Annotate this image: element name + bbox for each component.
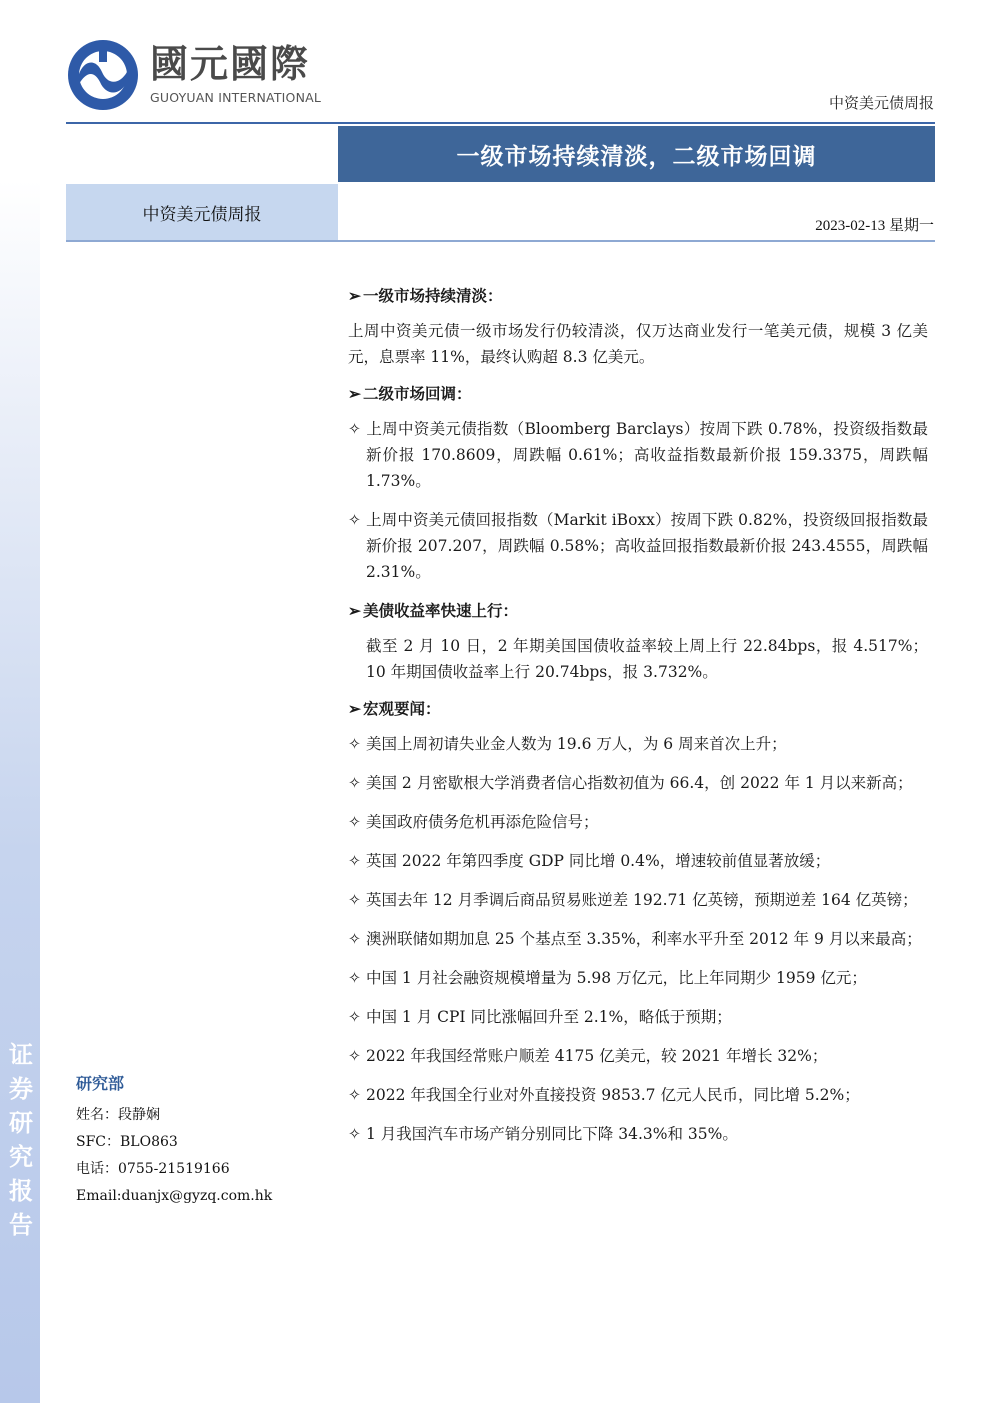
vertical-char: 告 [9,1210,33,1239]
bullet-icon: ✧ [348,1125,361,1143]
analyst-email[interactable]: Email:duanjx@gyzq.com.hk [76,1188,273,1204]
analyst-sfc: SFC：BLO863 [76,1134,178,1150]
section-heading [348,283,928,309]
bullet-icon: ✧ [348,1047,361,1065]
paragraph: 上周中资美元债一级市场发行仍较清淡，仅万达商业发行一笔美元债，规模 3 亿美元，息票率 11%，最终认购超 8.3 亿美元。 [348,322,928,366]
report-title: 一级市场持续清淡，二级市场回调 [456,142,817,170]
list-item [348,1121,928,1147]
vertical-char: 证 [9,1040,33,1069]
bullet-icon: ✧ [348,891,361,909]
logo-english-name: GUOYUAN INTERNATIONAL [150,90,322,105]
bullet-icon: ✧ [348,1086,361,1104]
bullet-icon: ✧ [348,511,361,529]
list-item-text: 1 月我国汽车市场产销分别同比下降 34.3%和 35%。 [366,1125,738,1143]
section-heading-text: 二级市场回调： [363,384,472,403]
bullet-icon: ✧ [348,969,361,987]
bullet-icon: ✧ [348,852,361,870]
list-item [348,770,928,796]
arrow-icon: ➢ [348,384,361,403]
title-banner [338,126,935,182]
section-heading-text: 美债收益率快速上行： [363,601,519,620]
arrow-icon: ➢ [348,286,361,305]
list-item [348,416,928,494]
research-dept-title: 研究部 [76,1074,125,1093]
section-heading [348,598,928,624]
list-item-text: 中国 1 月社会融资规模增量为 5.98 万亿元，比上年同期少 1959 亿元； [366,969,867,987]
list-item [348,848,928,874]
list-item-text: 美国上周初请失业金人数为 19.6 万人，为 6 周来首次上升； [366,735,787,753]
list-item-text: 美国 2 月密歇根大学消费者信心指数初值为 66.4，创 2022 年 1 月以来新高； [366,774,913,792]
report-body [348,283,928,1160]
vertical-char: 究 [9,1142,33,1171]
paragraph: 截至 2 月 10 日，2 年期美国国债收益率较上周上行 22.84bps，报 4.517%；10 年期国债收益率上行 20.74bps，报 3.732%。 [366,637,928,681]
list-item [348,965,928,991]
bullet-icon: ✧ [348,813,361,831]
list-item [348,1082,928,1108]
list-item-text: 澳洲联储如期加息 25 个基点至 3.35%，利率水平升至 2012 年 9 月以来最高； [366,930,922,948]
analyst-name: 姓名：段静娴 [76,1107,160,1123]
section-heading-text: 宏观要闻： [363,699,441,718]
arrow-icon: ➢ [348,601,361,620]
analyst-phone: 电话：0755-21519166 [76,1161,230,1177]
logo-emblem-icon [66,38,140,112]
header-bottom-divider [66,240,935,242]
header-divider [66,122,935,124]
section-heading [348,696,928,722]
bullet-icon: ✧ [348,774,361,792]
section-heading-text: 一级市场持续清淡： [363,286,503,305]
bullet-icon: ✧ [348,1008,361,1026]
list-item [348,507,928,585]
bullet-icon: ✧ [348,930,361,948]
report-date: 2023-02-13 星期一 [815,218,934,234]
company-logo [66,38,346,110]
list-item [348,809,928,835]
list-item [348,887,928,913]
vertical-char: 研 [9,1108,33,1137]
list-item [348,926,928,952]
list-item-text: 上周中资美元债指数（Bloomberg Barclays）按周下跌 0.78%，投资级指数最新价报 170.8609，周跌幅 0.61%；高收益指数最新价报 159.3375，周跌幅 1.73%。 [366,420,928,490]
research-contact [76,1071,272,1210]
vertical-char: 报 [9,1176,33,1205]
vertical-char: 券 [9,1074,33,1103]
logo-chinese-name: 國元國際 [150,42,311,86]
report-type-label: 中资美元债周报 [142,204,262,225]
list-item-text: 2022 年我国经常账户顺差 4175 亿美元，较 2021 年增长 32%； [366,1047,828,1065]
header-report-tag: 中资美元债周报 [828,94,934,112]
list-item [348,731,928,757]
arrow-icon: ➢ [348,699,361,718]
vertical-label [6,1038,36,1242]
bullet-icon: ✧ [348,420,361,438]
list-item-text: 英国 2022 年第四季度 GDP 同比增 0.4%，增速较前值显著放缓； [366,852,831,870]
list-item-text: 上周中资美元债回报指数（Markit iBoxx）按周下跌 0.82%，投资级回报指数最新价报 207.207，周跌幅 0.58%；高收益回报指数最新价报 243.4555，周跌幅 2.31%。 [366,511,928,581]
list-item-text: 英国去年 12 月季调后商品贸易账逆差 192.71 亿英镑，预期逆差 164 亿英镑； [366,891,918,909]
list-item [348,1004,928,1030]
list-item-text: 中国 1 月 CPI 同比涨幅回升至 2.1%，略低于预期； [366,1008,732,1026]
report-type-box [66,184,338,240]
section-heading [348,381,928,407]
list-item [348,1043,928,1069]
list-item-text: 2022 年我国全行业对外直接投资 9853.7 亿元人民币，同比增 5.2%； [366,1086,860,1104]
list-item-text: 美国政府债务危机再添危险信号； [366,813,599,831]
bullet-icon: ✧ [348,735,361,753]
